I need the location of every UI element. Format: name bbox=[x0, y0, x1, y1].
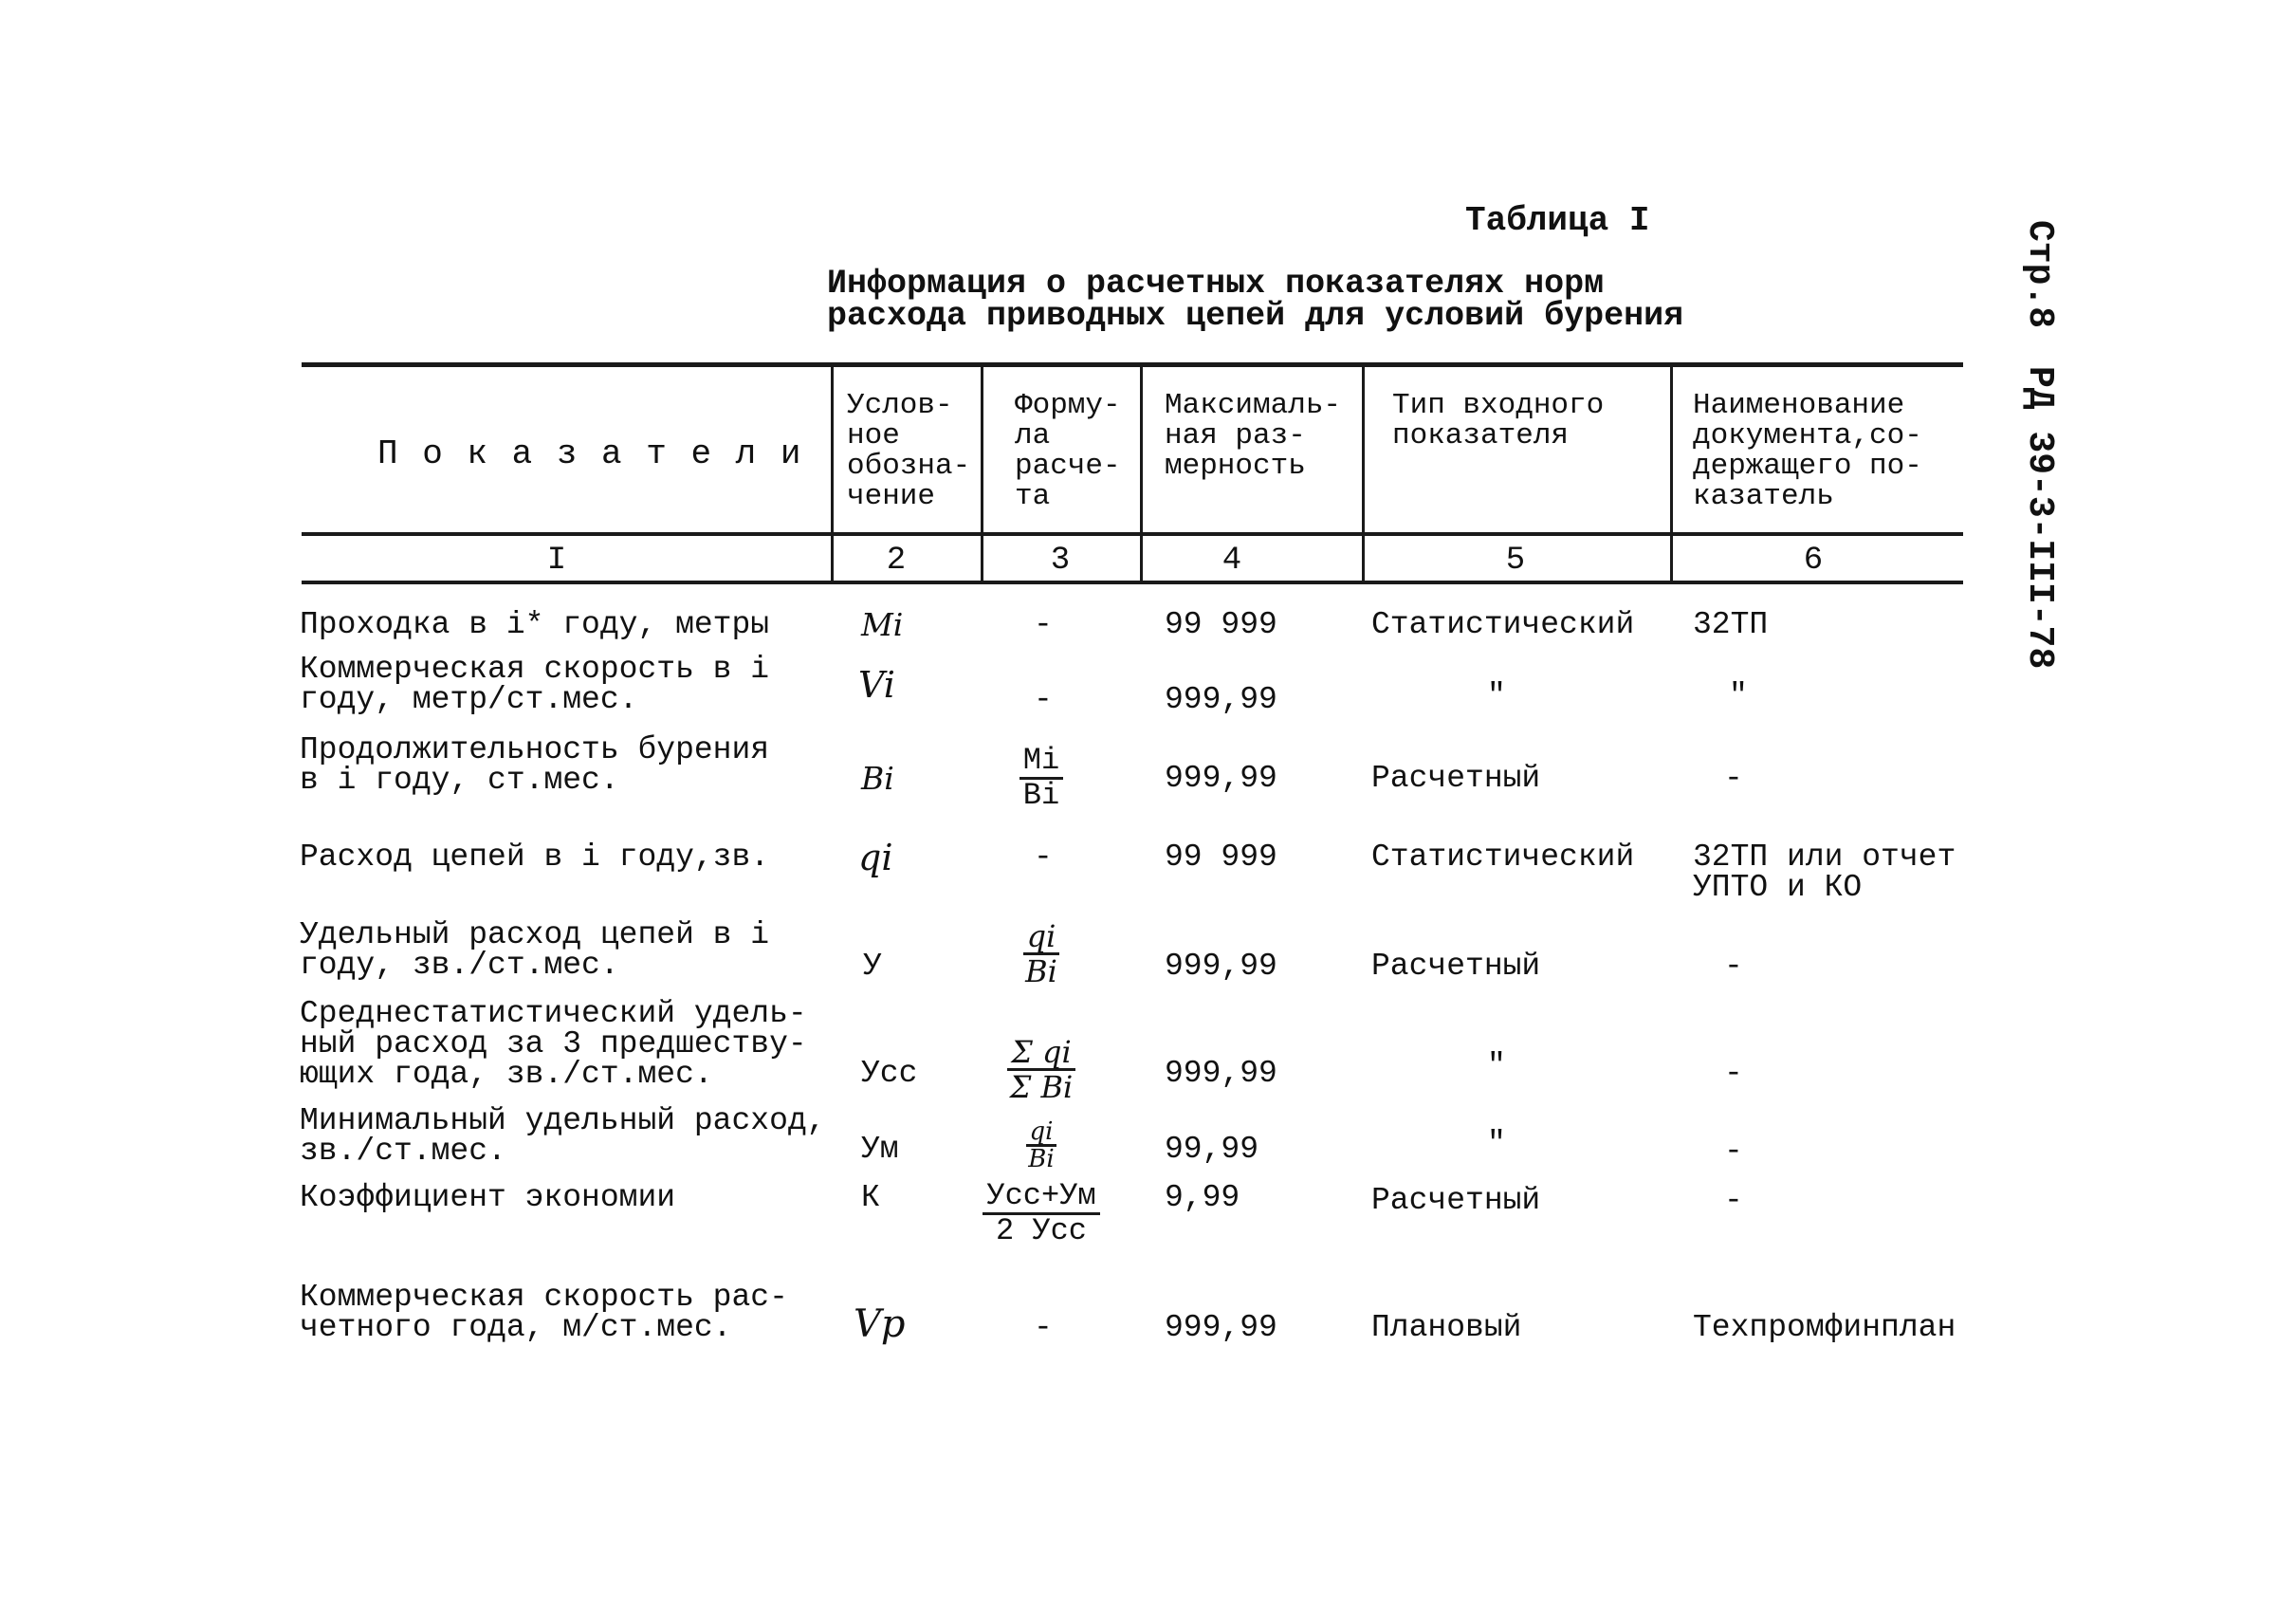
title-line: расхода приводных цепей для условий бурения bbox=[827, 297, 1684, 335]
row-formula: - bbox=[1034, 1310, 1053, 1345]
row-doc: - bbox=[1724, 761, 1743, 796]
formula-denominator: Вi bbox=[1025, 953, 1057, 989]
row-symbol: Усс bbox=[861, 1056, 918, 1091]
row-indicator: Коммерческая скорость в i году, метр/ст.мес. bbox=[300, 652, 770, 717]
row-symbol: Vi bbox=[858, 664, 895, 706]
row-max: 999,99 bbox=[1165, 1056, 1277, 1091]
row-doc: Техпромфинплан bbox=[1693, 1310, 1956, 1345]
col-divider bbox=[831, 364, 834, 582]
table-top-rule bbox=[302, 362, 1963, 367]
row-type: Расчетный bbox=[1371, 949, 1541, 984]
column-number: 4 bbox=[1221, 543, 1242, 579]
row-doc: - bbox=[1724, 1183, 1743, 1218]
row-formula: - bbox=[1034, 840, 1053, 875]
row-indicator: Коммерческая скорость рас- четного года, м/ст.мес. bbox=[300, 1280, 788, 1345]
row-type: Статистический bbox=[1371, 840, 1635, 875]
row-type: Плановый bbox=[1371, 1310, 1522, 1345]
col-divider bbox=[1362, 364, 1365, 582]
page-number: Стр.8 bbox=[2019, 220, 2060, 329]
row-symbol: Мi bbox=[861, 606, 904, 643]
row-formula-fraction bbox=[1003, 745, 1079, 812]
row-indicator: Коэффициент экономии bbox=[300, 1180, 676, 1215]
col-divider bbox=[981, 364, 983, 582]
row-doc: 32ТП bbox=[1693, 607, 1769, 642]
document-code: РД 39-3-III-78 bbox=[2019, 366, 2060, 670]
formula-numerator: qi bbox=[1023, 920, 1060, 955]
row-formula-fraction bbox=[1003, 920, 1079, 987]
row-doc: 32ТП или отчет УПТО и КО bbox=[1693, 840, 1956, 905]
row-indicator: Расход цепей в i году,зв. bbox=[300, 840, 770, 875]
column-header-indicators: П о к а з а т е л и bbox=[377, 434, 803, 473]
side-header bbox=[2003, 220, 2060, 670]
column-number: 6 bbox=[1803, 543, 1824, 579]
row-symbol: Ум bbox=[861, 1132, 899, 1167]
table-title bbox=[827, 265, 1684, 335]
formula-denominator: Вi bbox=[1028, 1145, 1055, 1173]
row-max: 9,99 bbox=[1165, 1180, 1240, 1215]
row-formula-fraction bbox=[994, 1036, 1089, 1103]
row-formula: - bbox=[1034, 682, 1053, 717]
row-indicator: Удельный расход цепей в i году, зв./ст.мес. bbox=[300, 917, 770, 983]
row-type: " bbox=[1487, 1048, 1506, 1083]
row-formula-fraction bbox=[1003, 1119, 1079, 1172]
formula-denominator: Σ Вi bbox=[1009, 1069, 1074, 1105]
column-header-max-dimension: Максималь- ная раз- мерность bbox=[1165, 389, 1342, 483]
row-doc: - bbox=[1724, 1056, 1743, 1091]
column-header-source-doc: Наименование документа,со- держащего по- казатель bbox=[1693, 389, 1922, 513]
row-max: 99 999 bbox=[1165, 840, 1277, 875]
row-max: 99 999 bbox=[1165, 607, 1277, 642]
title-line: Информация о расчетных показателях норм bbox=[827, 265, 1605, 303]
col-divider bbox=[1140, 364, 1143, 582]
row-type: " bbox=[1487, 678, 1506, 713]
row-type: Расчетный bbox=[1371, 761, 1541, 796]
row-symbol: Vр bbox=[854, 1302, 906, 1346]
formula-numerator: Σ qi bbox=[1007, 1036, 1075, 1071]
numbers-bottom-rule bbox=[302, 581, 1963, 584]
table-label: Таблица I bbox=[1465, 201, 1650, 240]
column-number: I bbox=[546, 543, 567, 579]
column-number: 3 bbox=[1050, 543, 1071, 579]
formula-numerator: Мi bbox=[1019, 745, 1063, 780]
row-type: " bbox=[1487, 1126, 1506, 1161]
row-type: Расчетный bbox=[1371, 1183, 1541, 1218]
row-max: 999,99 bbox=[1165, 1310, 1277, 1345]
row-symbol: qi bbox=[858, 837, 893, 878]
col-divider bbox=[1670, 364, 1673, 582]
row-type: Статистический bbox=[1371, 607, 1635, 642]
row-formula: - bbox=[1034, 607, 1053, 642]
row-symbol: К bbox=[861, 1180, 880, 1215]
row-indicator: Среднестатистический удель- ный расход за 3 предшеству- ющих года, зв./ст.мес. bbox=[300, 996, 807, 1092]
column-header-symbol: Услов- ное обозна- чение bbox=[847, 389, 971, 513]
formula-numerator: qi bbox=[1026, 1119, 1057, 1147]
column-number: 2 bbox=[886, 543, 907, 579]
row-max: 999,99 bbox=[1165, 682, 1277, 717]
header-bottom-rule bbox=[302, 532, 1963, 536]
formula-denominator: Вi bbox=[1022, 778, 1060, 813]
row-doc: " bbox=[1729, 678, 1748, 713]
row-doc: - bbox=[1724, 949, 1743, 984]
column-number: 5 bbox=[1505, 543, 1526, 579]
row-max: 999,99 bbox=[1165, 949, 1277, 984]
column-header-formula: Форму- ла расче- та bbox=[1015, 389, 1121, 513]
row-symbol: У bbox=[863, 949, 882, 984]
formula-numerator: Усс+Ум bbox=[983, 1180, 1099, 1215]
row-indicator: Продолжительность бурения в i году, ст.мес. bbox=[300, 732, 770, 798]
column-header-input-type: Тип входного показателя bbox=[1392, 389, 1605, 452]
formula-denominator: 2 Усс bbox=[995, 1213, 1087, 1248]
row-indicator: Проходка в i* году, метры bbox=[300, 607, 770, 642]
row-indicator: Минимальный удельный расход, зв./ст.мес. bbox=[300, 1103, 826, 1169]
row-symbol: Вi bbox=[861, 760, 894, 797]
row-formula-fraction bbox=[965, 1180, 1117, 1247]
row-max: 999,99 bbox=[1165, 761, 1277, 796]
row-max: 99,99 bbox=[1165, 1132, 1259, 1167]
row-doc: - bbox=[1724, 1134, 1743, 1169]
